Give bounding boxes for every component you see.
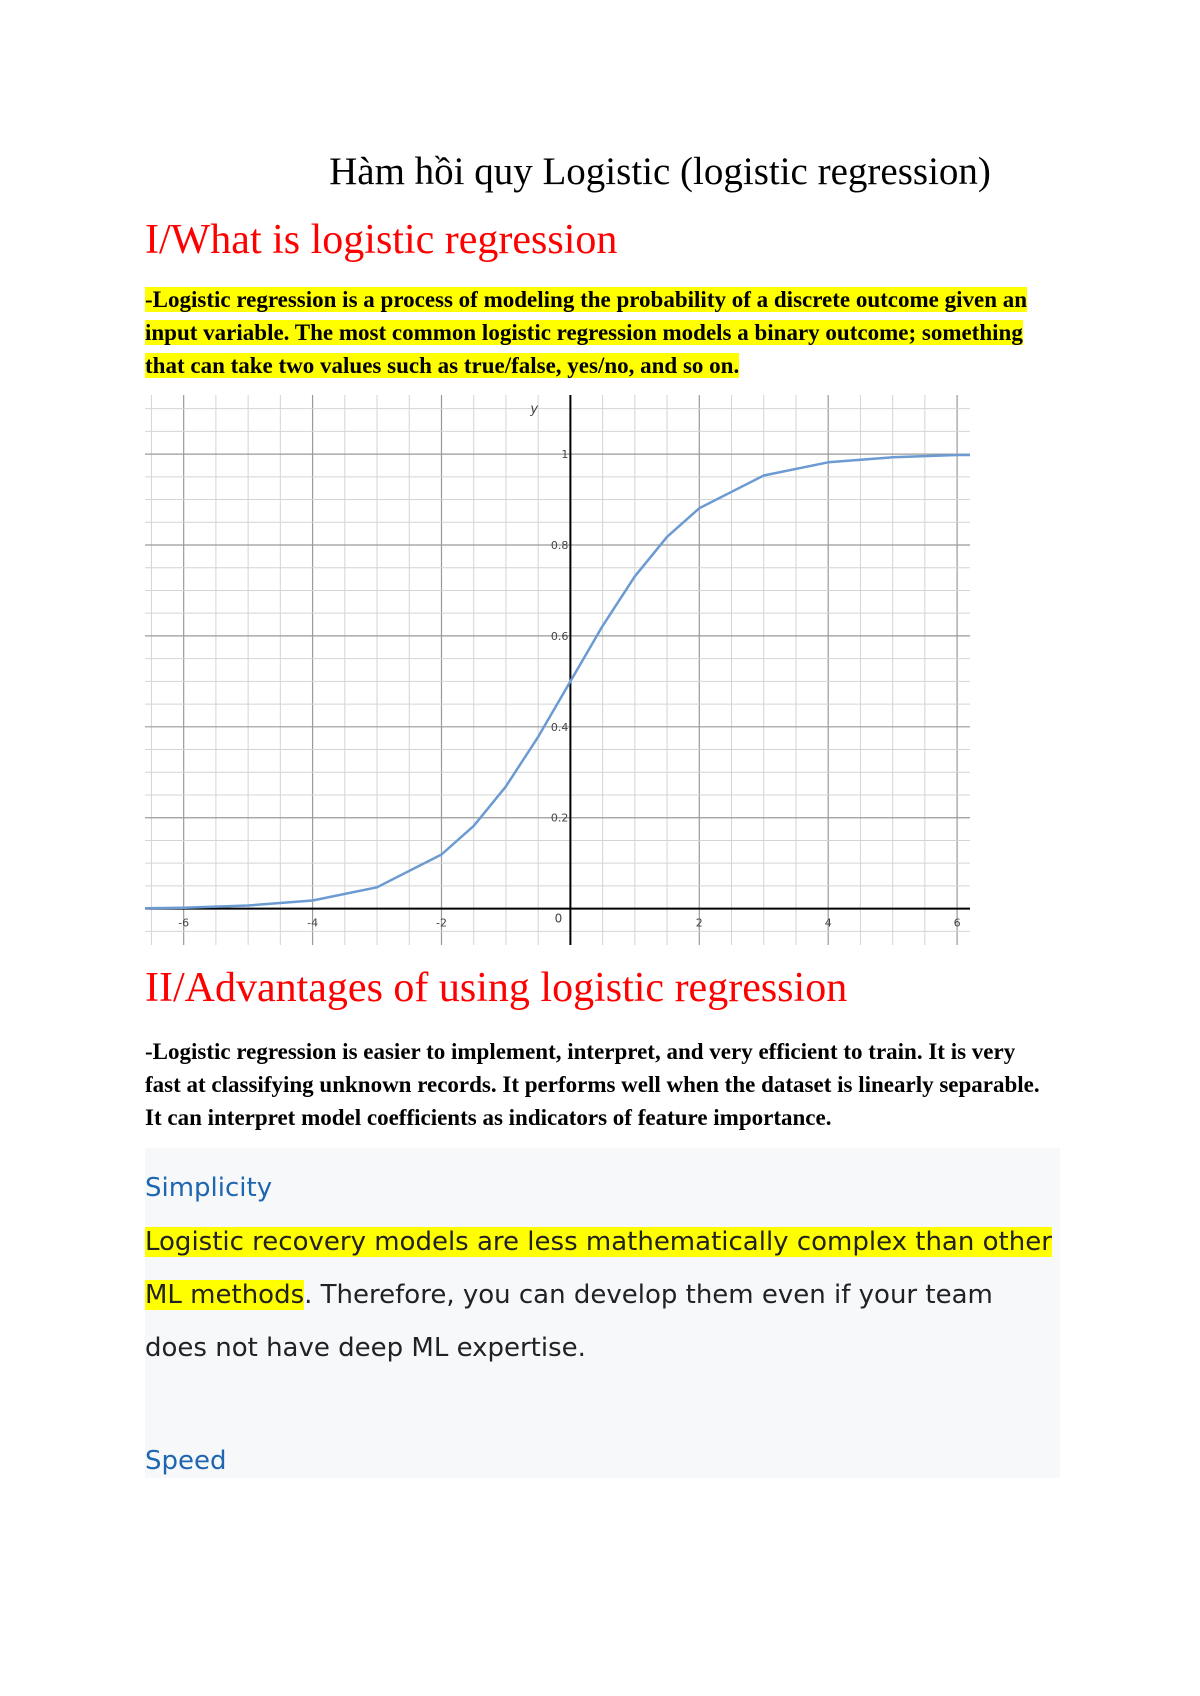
x-tick-label: 2 [695, 916, 703, 930]
y-axis-label: y [530, 402, 539, 417]
y-tick-label: 0.6 [550, 629, 569, 643]
y-tick-label: 1 [561, 448, 569, 462]
section-paragraph-advantages: -Logistic regression is easier to implement, interpret, and very efficient to train. It is very fast at classifying unknown records. It performs well when the dataset is linearly separable. It can interpret model coefficients as indicators of feature importance. [145, 1039, 1040, 1130]
page-title: Hàm hồi quy Logistic (logistic regression) [329, 150, 991, 193]
highlighted-definition-text: -Logistic regression is a process of modeling the probability of a discrete outcome given an input variable. The most common logistic regression models a binary outcome; something that can take two values such as true/false, yes/no, and so on. [145, 287, 1028, 378]
section-paragraph-definition [145, 283, 1045, 382]
logistic-chart-svg [145, 395, 970, 945]
x-tick-label: -2 [436, 916, 447, 930]
y-tick-label: 0.8 [550, 539, 569, 552]
simplicity-highlight: Logistic recovery models are less mathematically complex than other ML methods [145, 1227, 1052, 1310]
speed-heading: Speed [145, 1446, 227, 1476]
y-tick-label: 0.4 [550, 720, 569, 734]
logistic-chart [145, 395, 970, 945]
x-tick-label: -4 [307, 916, 319, 930]
section-heading-what-is: I/What is logistic regression [145, 217, 618, 263]
x-tick-label: 4 [824, 916, 832, 930]
origin-label: 0 [554, 911, 563, 926]
simplicity-heading: Simplicity [145, 1173, 273, 1203]
simplicity-text [145, 1216, 1060, 1375]
advantages-card [145, 1148, 1060, 1478]
y-tick-label: 0.2 [550, 811, 569, 825]
simplicity-rest: . Therefore, you can develop them even if your team does not have deep ML expertise. [145, 1280, 993, 1363]
x-tick-label: 6 [953, 916, 961, 930]
x-tick-label: -6 [178, 916, 190, 930]
section-heading-advantages: II/Advantages of using logistic regression [145, 965, 848, 1011]
